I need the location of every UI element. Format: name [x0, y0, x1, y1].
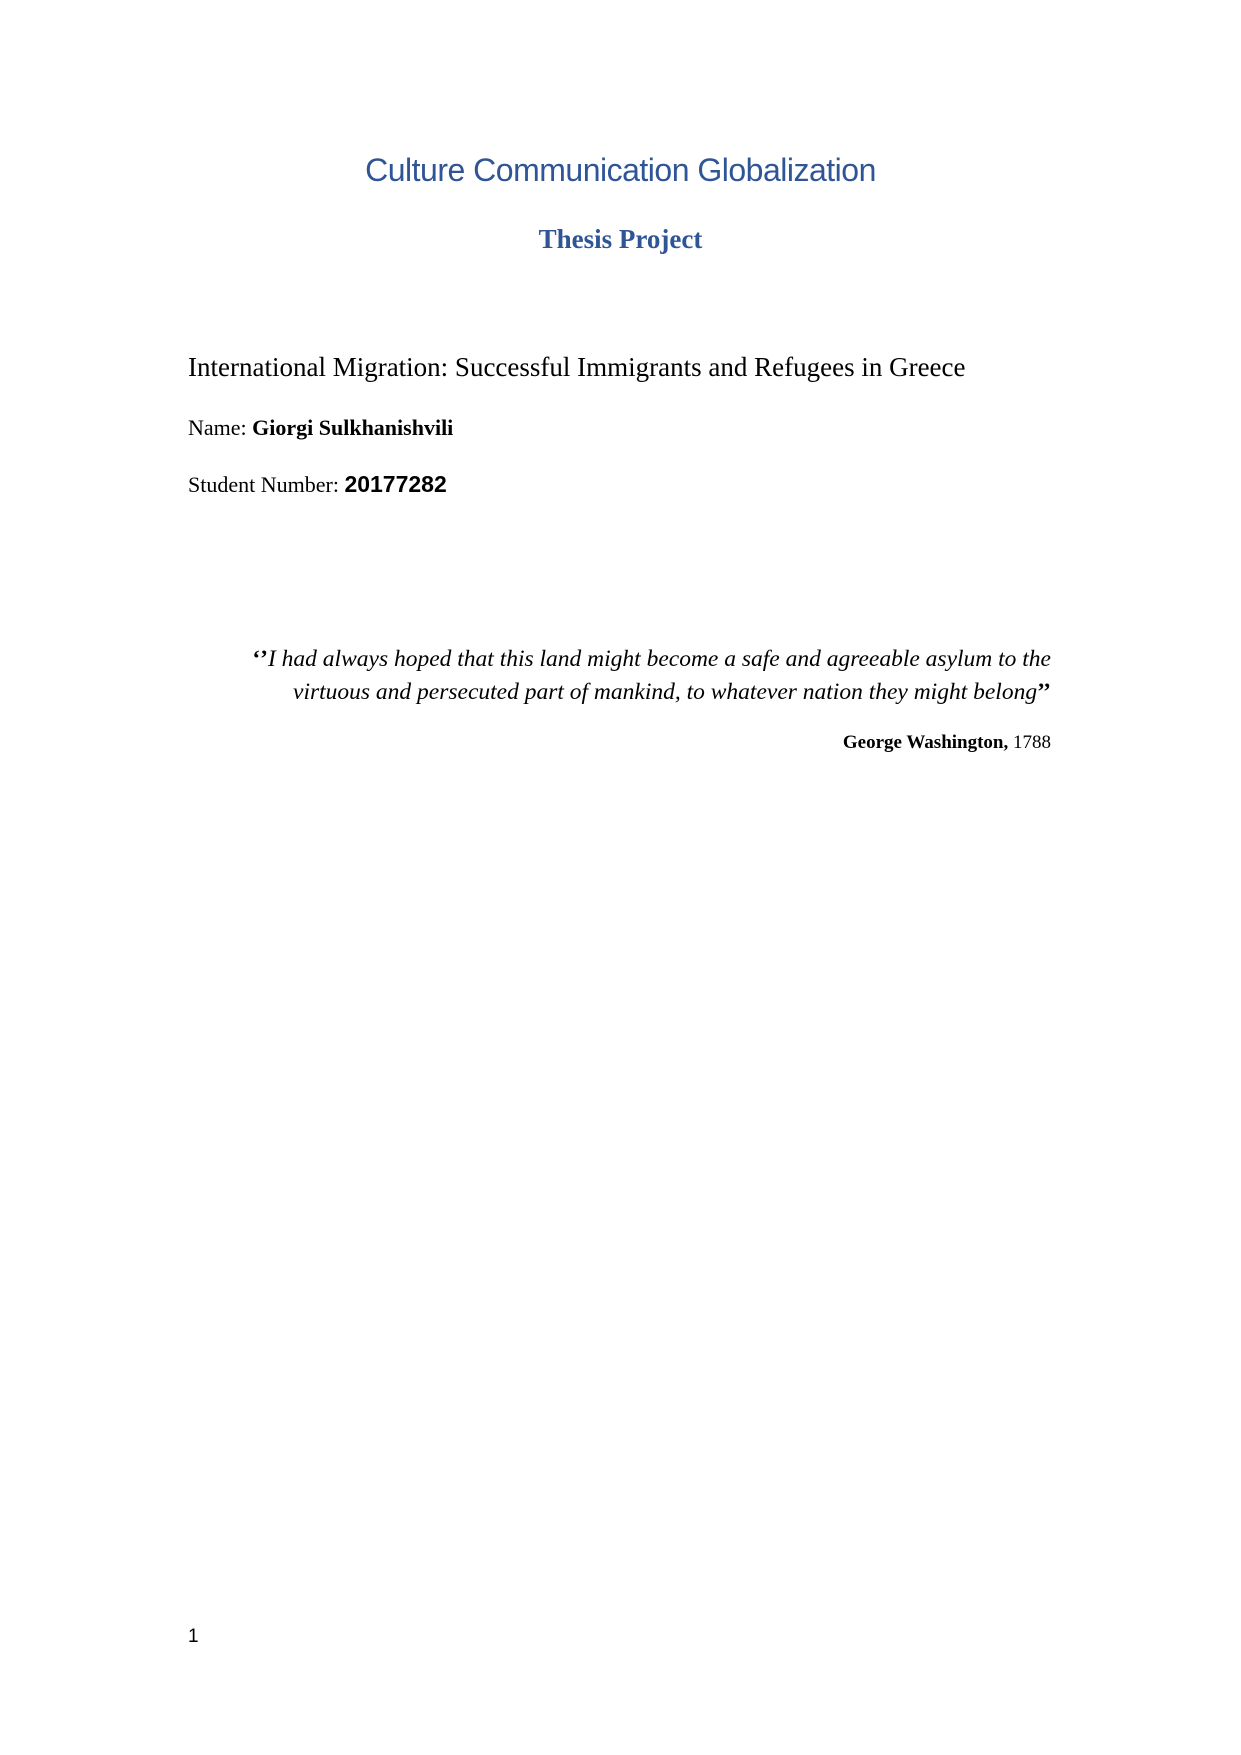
quote-line-1 — [252, 646, 1051, 673]
close-quote-mark: ’’ — [1037, 679, 1051, 705]
quote-text-1: I had always hoped that this land might become a safe and agreeable asylum to the — [267, 646, 1051, 672]
quote-text-2: virtuous and persecuted part of mankind, to whatever nation they might belong — [293, 679, 1038, 705]
quote-author: George Washington, — [842, 732, 1009, 753]
page-number: 1 — [188, 1626, 199, 1647]
quote-line-2 — [293, 679, 1051, 706]
student-number-line — [188, 471, 447, 498]
document-title: Culture Communication Globalization — [365, 152, 876, 188]
student-number-label: Student Number: — [188, 472, 345, 497]
thesis-topic: International Migration: Successful Immigrants and Refugees in Greece — [188, 352, 966, 382]
author-name-line — [188, 415, 453, 441]
name-label: Name: — [188, 415, 253, 440]
student-number-value: 20177282 — [344, 471, 447, 497]
name-value: Giorgi Sulkhanishvili — [252, 415, 454, 440]
quote-year: 1788 — [1008, 732, 1051, 753]
quote-attribution — [843, 732, 1051, 754]
document-subtitle: Thesis Project — [538, 224, 703, 254]
open-quote-mark: ‘’ — [252, 646, 268, 672]
